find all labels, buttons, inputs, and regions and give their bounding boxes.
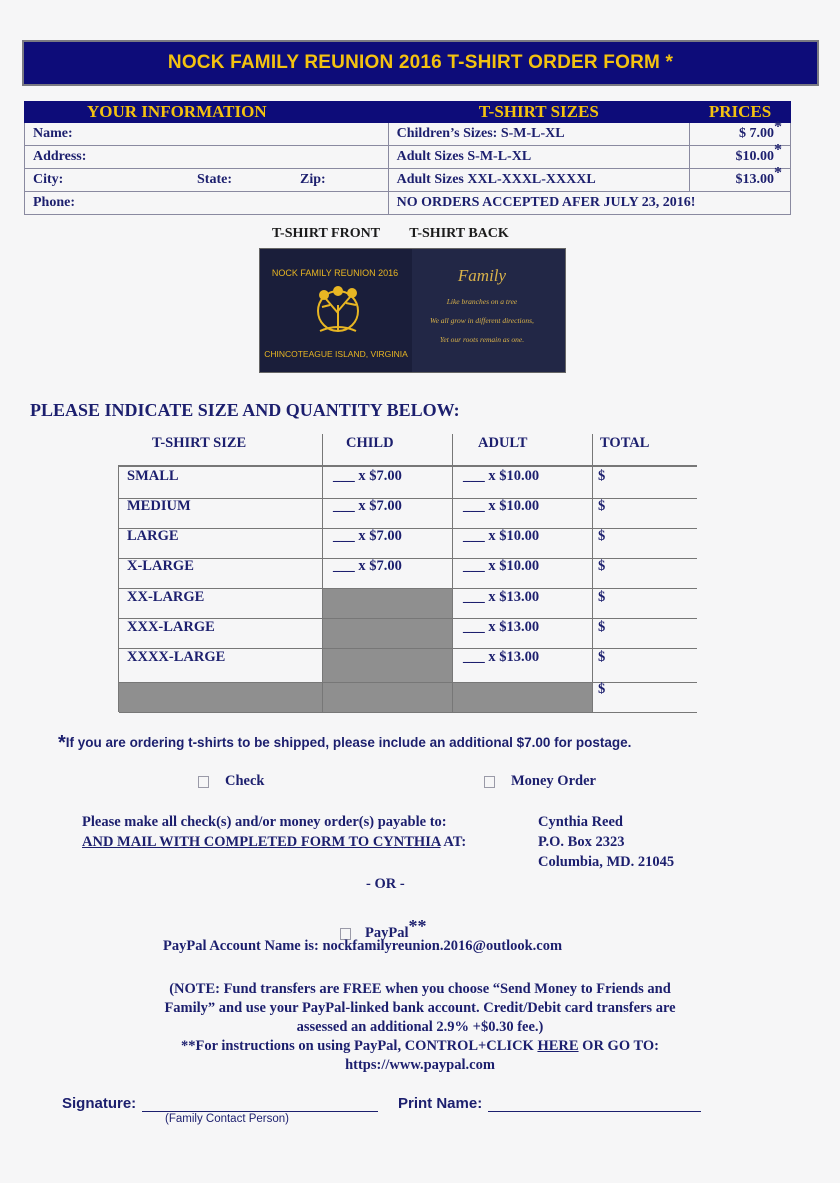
total-cell[interactable]: $ (598, 649, 606, 665)
prices-header: PRICES (690, 102, 791, 123)
col-divider-2 (452, 434, 453, 712)
child-qty-cell[interactable]: ___ x $7.00 (333, 528, 402, 544)
postage-note: *If you are ordering t-shirts to be shipped, please include an additional $7.00 for postage. (58, 732, 632, 754)
payee-city: Columbia, MD. 21045 (538, 854, 675, 870)
adult-qty-cell[interactable]: ___ x $10.00 (463, 558, 540, 574)
adult-sizes: Adult Sizes S-M-L-XL (388, 146, 689, 169)
row-divider (119, 498, 697, 499)
adult-qty-cell[interactable]: ___ x $10.00 (463, 468, 540, 484)
adult-qty-cell[interactable]: ___ x $10.00 (463, 498, 540, 514)
tshirt-sizes-header: T-SHIRT SIZES (388, 102, 689, 123)
state-label: State: (197, 172, 232, 187)
payee-name: Cynthia Reed (538, 814, 623, 830)
adult-qty-cell[interactable]: ___ x $13.00 (463, 589, 540, 605)
paypal-note: (NOTE: Fund transfers are FREE when you choose “Send Money to Friends and Family” and use your PayPal-linked bank account. Credit/Debit card transfers are assessed an additional 2.9% +$0.30 fee.) **For instructions on using PayPal, CONTROL+CLICK HERE OR GO TO: https://www.paypal.com (0, 980, 840, 1075)
col-header-total: TOTAL (600, 435, 650, 451)
grand-total-shade (119, 683, 592, 712)
row-divider (119, 558, 697, 559)
col-header-size: T-SHIRT SIZE (152, 435, 247, 451)
children-sizes: Children’s Sizes: S-M-L-XL (388, 123, 689, 146)
grand-total-cell[interactable]: $ (598, 681, 606, 697)
check-option[interactable] (198, 773, 264, 790)
check-checkbox[interactable] (198, 776, 209, 788)
back-line-2: We all grow in different directions, (430, 316, 534, 325)
address-field[interactable]: Address: (25, 146, 389, 169)
money-order-label: Money Order (511, 773, 596, 789)
adult-qty-cell[interactable]: ___ x $13.00 (463, 649, 540, 665)
col-divider-3 (592, 434, 593, 712)
back-line-3: Yet our roots remain as one. (439, 335, 525, 344)
header-divider (119, 465, 697, 467)
size-cell: X-LARGE (127, 558, 194, 574)
total-cell[interactable]: $ (598, 619, 606, 635)
tshirt-graphic (260, 249, 565, 372)
form-title: NOCK FAMILY REUNION 2016 T-SHIRT ORDER FORM * (167, 52, 674, 73)
size-cell: XXXX-LARGE (127, 649, 226, 665)
total-cell[interactable]: $ (598, 589, 606, 605)
back-line-1: Like branches on a tree (446, 297, 518, 306)
total-cell[interactable]: $ (598, 528, 606, 544)
total-cell[interactable]: $ (598, 498, 606, 514)
size-cell: MEDIUM (127, 498, 191, 514)
adult-qty-cell[interactable]: ___ x $13.00 (463, 619, 540, 635)
adult-qty-cell[interactable]: ___ x $10.00 (463, 528, 540, 544)
child-na-shade (322, 588, 452, 683)
size-cell: XXX-LARGE (127, 619, 215, 635)
or-divider: - OR - (366, 876, 405, 892)
table-bottom-border (119, 712, 697, 713)
adult-plus-sizes: Adult Sizes XXL-XXXL-XXXXL (388, 169, 689, 192)
child-qty-cell[interactable]: ___ x $7.00 (333, 468, 402, 484)
total-cell[interactable]: $ (598, 558, 606, 574)
zip-label: Zip: (300, 172, 326, 187)
size-cell: LARGE (127, 528, 179, 544)
row-divider (119, 528, 697, 529)
col-header-child: CHILD (346, 435, 394, 451)
money-order-checkbox[interactable] (484, 776, 495, 788)
front-text-bottom: CHINCOTEAGUE ISLAND, VIRGINIA (264, 349, 408, 359)
paypal-option[interactable]: PayPal** (340, 916, 427, 942)
check-label: Check (225, 773, 265, 789)
row-divider (119, 682, 697, 683)
tshirt-image-labels (272, 226, 509, 242)
order-deadline: NO ORDERS ACCEPTED AFER JULY 23, 2016! (388, 192, 790, 215)
payee-box: P.O. Box 2323 (538, 834, 625, 850)
payable-line-2: AND MAIL WITH COMPLETED FORM TO CYNTHIA AT: (82, 834, 467, 850)
print-name-label: Print Name: (398, 1095, 483, 1112)
size-cell: SMALL (127, 468, 179, 484)
name-field[interactable]: Name: (25, 123, 389, 146)
form-title-banner (22, 40, 819, 86)
signature-sub: (Family Contact Person) (165, 1113, 289, 1125)
payable-line-1: Please make all check(s) and/or money order(s) payable to: (82, 814, 447, 830)
row-divider (119, 588, 697, 589)
size-cell: XX-LARGE (127, 589, 205, 605)
paypal-account: PayPal Account Name is: nockfamilyreunion.2016@outlook.com (163, 938, 563, 954)
adult-plus-price: $13.00* (690, 169, 791, 192)
indicate-heading: PLEASE INDICATE SIZE AND QUANTITY BELOW: (30, 400, 460, 420)
back-label: T-SHIRT BACK (409, 226, 509, 241)
adult-price: $10.00* (690, 146, 791, 169)
print-name-line[interactable] (488, 1111, 701, 1112)
back-title: Family (457, 266, 507, 285)
your-information-header: YOUR INFORMATION (25, 102, 389, 123)
child-qty-cell[interactable]: ___ x $7.00 (333, 498, 402, 514)
col-header-adult: ADULT (478, 435, 528, 451)
children-price: $ 7.00* (690, 123, 791, 146)
signature-label: Signature: (62, 1095, 137, 1112)
city-label: City: (33, 172, 64, 187)
paypal-url[interactable]: https://www.paypal.com (345, 1057, 495, 1073)
here-link[interactable]: HERE (537, 1038, 579, 1054)
signature-line[interactable] (142, 1111, 378, 1112)
paypal-label: PayPal (365, 925, 409, 941)
child-qty-cell[interactable]: ___ x $7.00 (333, 558, 402, 574)
col-divider-1 (322, 434, 323, 712)
front-label: T-SHIRT FRONT (272, 226, 380, 241)
city-state-zip-field[interactable] (25, 169, 389, 192)
information-table (24, 101, 791, 215)
total-cell[interactable]: $ (598, 468, 606, 484)
phone-field[interactable]: Phone: (25, 192, 389, 215)
postage-star: * (58, 732, 66, 754)
tshirt-image (259, 248, 566, 373)
front-text-top: NOCK FAMILY REUNION 2016 (271, 268, 399, 278)
money-order-option[interactable] (484, 773, 596, 790)
